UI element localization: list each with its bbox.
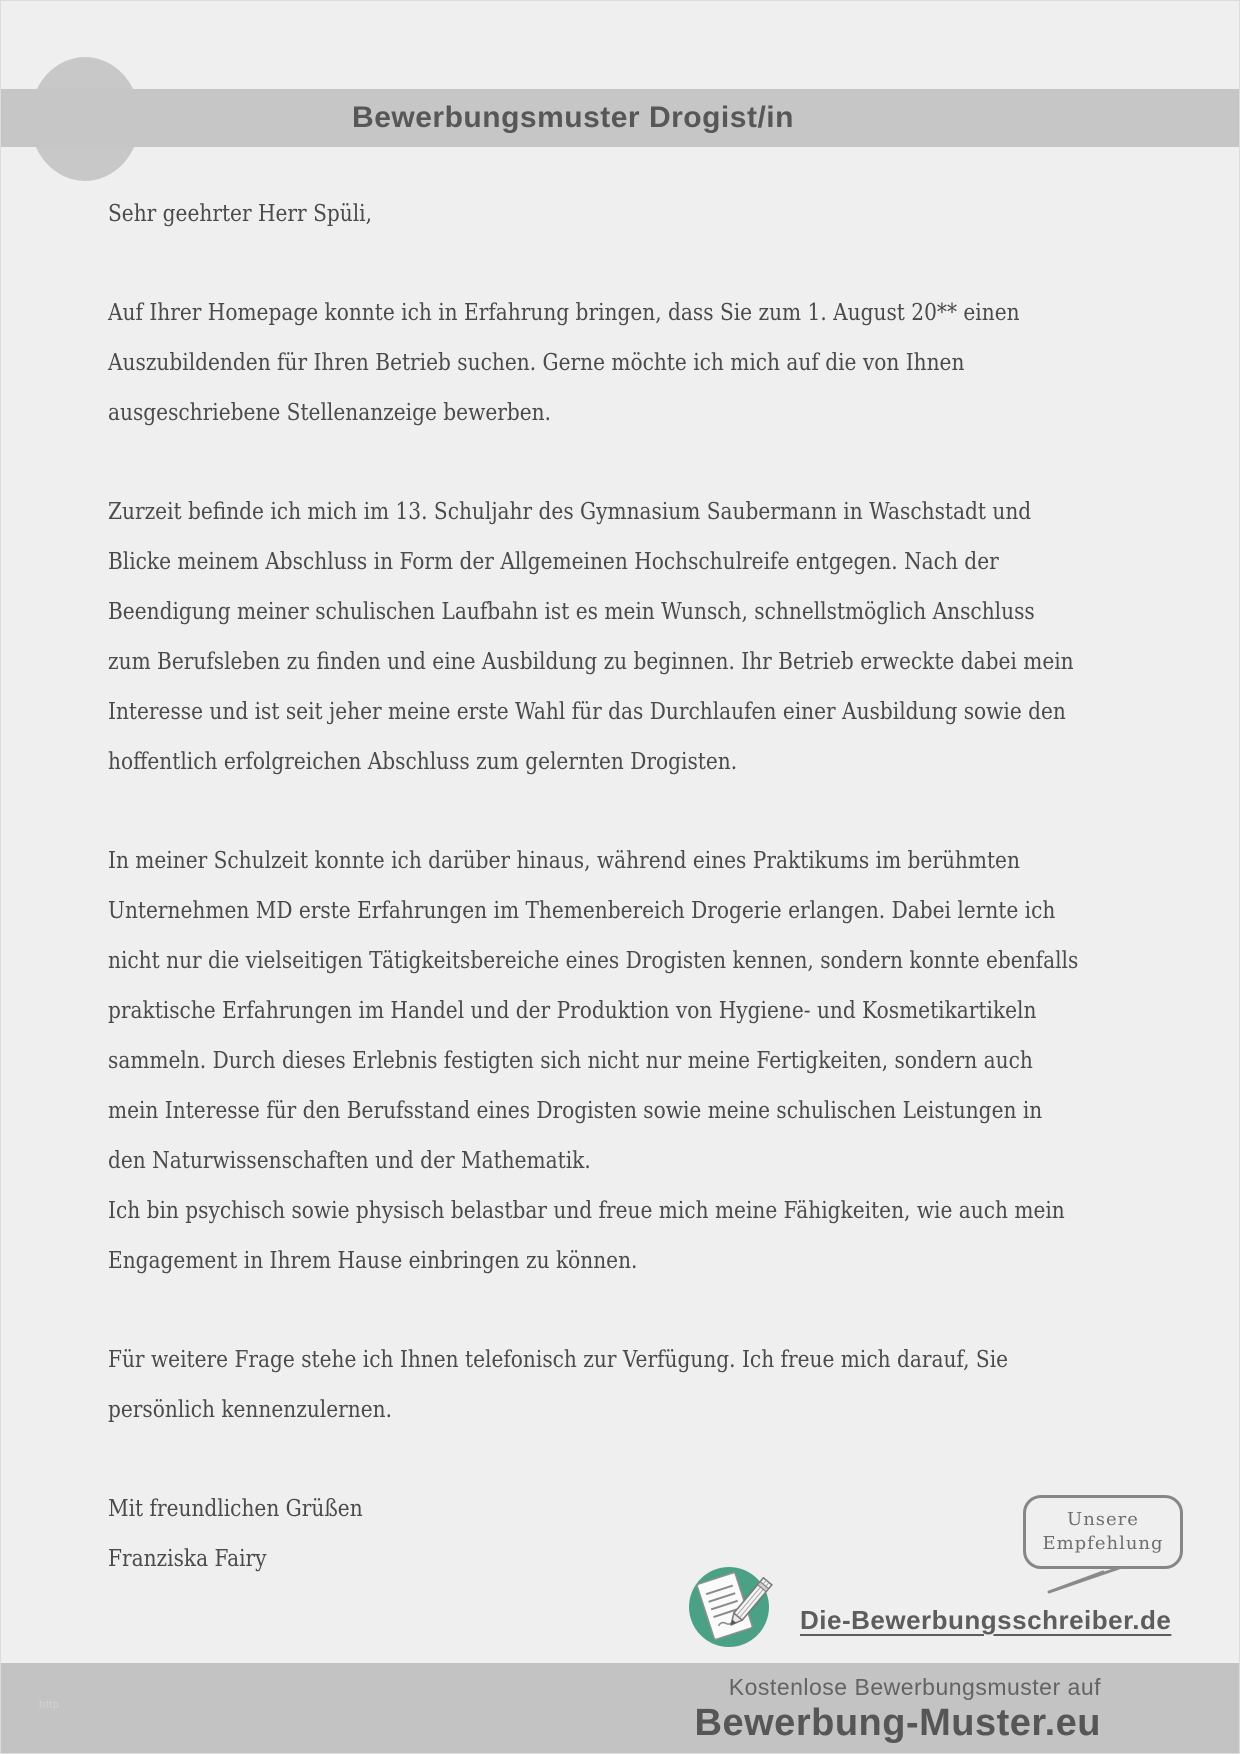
letter-line: mein Interesse für den Berufsstand eines Drogisten sowie meine schulischen Leistungen in (108, 1098, 1043, 1124)
letter-line: Unternehmen MD erste Erfahrungen im Themenbereich Drogerie erlangen. Dabei lernte ich (108, 898, 1056, 924)
footer-bar (1, 1663, 1240, 1754)
page-title: Bewerbungsmuster Drogist/in (352, 101, 794, 134)
paragraph (108, 189, 1138, 239)
bubble-text-line1: Unsere (1067, 1509, 1139, 1530)
letter-line: Interesse und ist seit jeher meine erste Wahl für das Durchlaufen einer Ausbildung sowie den (108, 699, 1066, 725)
letter-line: hoffentlich erfolgreichen Abschluss zum gelernten Drogisten. (108, 749, 738, 775)
closing-block (108, 1484, 1138, 1584)
header-bar (1, 89, 1240, 147)
paper-and-pencil-logo-icon (681, 1559, 785, 1655)
paragraph (108, 836, 1138, 1286)
speech-bubble-tail-icon (1021, 1564, 1151, 1600)
footer-tagline: Kostenlose Bewerbungsmuster auf (728, 1674, 1101, 1700)
letter-line: sammeln. Durch dieses Erlebnis festigten sich nicht nur meine Fertigkeiten, sondern auch (108, 1048, 1033, 1074)
paragraph (108, 487, 1138, 787)
closing-line: Mit freundlichen Grüßen (108, 1496, 363, 1522)
letter-paragraphs (108, 189, 1138, 1435)
letter-line: Auf Ihrer Homepage konnte ich in Erfahrung bringen, dass Sie zum 1. August 20** einen (108, 300, 1020, 326)
letter-line: nicht nur die vielseitigen Tätigkeitsbereiche eines Drogisten kennen, sondern konnte ebenfalls (108, 948, 1079, 974)
paragraph (108, 288, 1138, 438)
letter-line: den Naturwissenschaften und der Mathematik. (108, 1148, 591, 1174)
letter-line: Engagement in Ihrem Hause einbringen zu können. (108, 1248, 638, 1274)
signature-name: Franziska Fairy (108, 1546, 267, 1572)
letter-line: Blicke meinem Abschluss in Form der Allgemeinen Hochschulreife entgegen. Nach der (108, 549, 999, 575)
letter-line: Für weitere Frage stehe ich Ihnen telefonisch zur Verfügung. Ich freue mich darauf, Sie (108, 1347, 1009, 1373)
recommendation-speech-bubble (1023, 1495, 1183, 1569)
letter-line: zum Berufsleben zu finden und eine Ausbildung zu beginnen. Ihr Betrieb erweckte dabei mein (108, 649, 1074, 675)
bubble-text-line2: Empfehlung (1042, 1533, 1164, 1554)
letter-line: Ich bin psychisch sowie physisch belastbar und freue mich meine Fähigkeiten, wie auch mein (108, 1198, 1065, 1224)
paragraph (108, 1335, 1138, 1435)
letter-line: Beendigung meiner schulischen Laufbahn ist es mein Wunsch, schnellstmöglich Anschluss (108, 599, 1035, 625)
bewerbungsschreiber-link[interactable]: Die-Bewerbungsschreiber.de (800, 1605, 1172, 1635)
letter-line: Zurzeit befinde ich mich im 13. Schuljahr des Gymnasium Saubermann in Waschstadt und (108, 499, 1032, 525)
letter-line: praktische Erfahrungen im Handel und der Produktion von Hygiene- und Kosmetikartikeln (108, 998, 1037, 1024)
footer-watermark-text: http (39, 1699, 60, 1711)
letter-line: In meiner Schulzeit konnte ich darüber hinaus, während eines Praktikums im berühmten (108, 848, 1020, 874)
letter-body (108, 189, 1138, 1584)
letter-line: ausgeschriebene Stellenanzeige bewerben. (108, 400, 551, 426)
footer-site-name: Bewerbung-Muster.eu (694, 1702, 1101, 1744)
letter-line: Auszubildenden für Ihren Betrieb suchen. Gerne möchte ich mich auf die von Ihnen (108, 350, 965, 376)
letter-line: Sehr geehrter Herr Spüli, (108, 201, 372, 227)
letter-line: persönlich kennenzulernen. (108, 1397, 392, 1423)
